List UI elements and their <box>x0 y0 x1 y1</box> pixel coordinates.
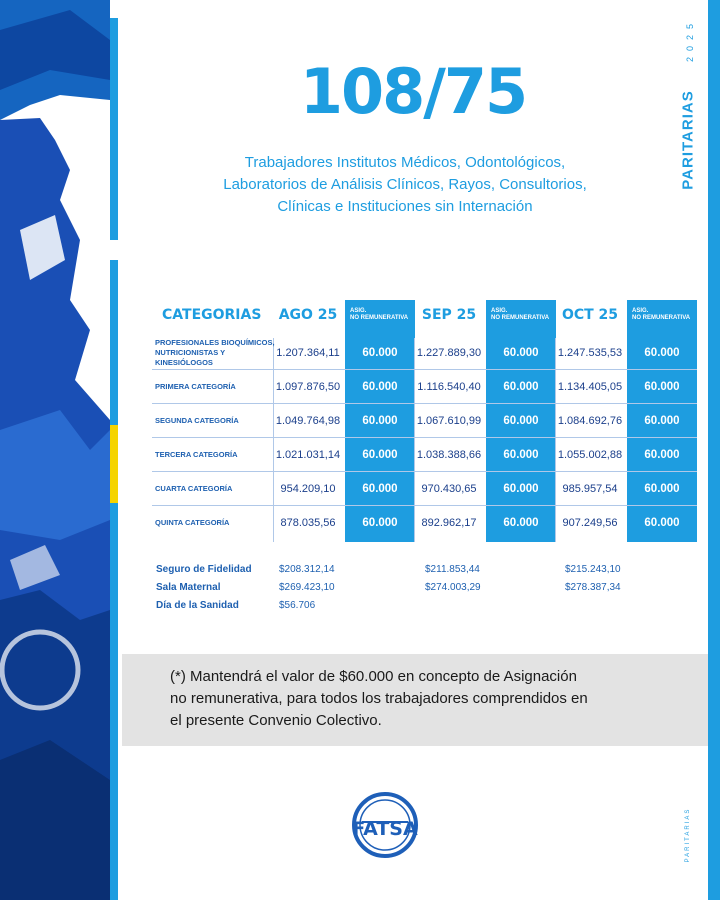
table-row <box>152 404 697 438</box>
right-accent-bar <box>708 0 720 900</box>
value-oct: 1.134.405,05 <box>557 381 623 393</box>
extra-value: $215.243,10 <box>565 563 621 575</box>
table-row <box>152 472 697 506</box>
extra-label-dia: Día de la Sanidad <box>156 599 239 611</box>
fatsa-logo <box>350 790 420 860</box>
table-row <box>152 506 697 540</box>
header-asig-sep <box>486 300 556 330</box>
note-box <box>122 654 708 746</box>
value-sep: 892.962,17 <box>421 517 477 529</box>
table-row <box>152 336 697 370</box>
asig-label-line2: NO REMUNERATIVA <box>491 315 550 321</box>
value-sep: 1.067.610,99 <box>416 415 482 427</box>
subtitle-line: Clínicas e Instituciones sin Internación <box>277 198 533 215</box>
extra-value: $56.706 <box>279 599 316 611</box>
value-sep: 1.227.889,30 <box>416 347 482 359</box>
asig-value-ago: 60.000 <box>362 483 398 495</box>
logo-emblem-icon <box>350 790 420 860</box>
row-category <box>155 336 277 370</box>
category-line: PROFESIONALES BIOQUÍMICOS, <box>155 338 275 347</box>
logo-text: FATSA <box>352 818 418 840</box>
header-asig-oct <box>627 300 697 330</box>
table-row <box>152 438 697 472</box>
extra-label-sala: Sala Maternal <box>156 581 221 593</box>
value-ago: 878.035,56 <box>280 517 336 529</box>
page-title: 108/75 <box>299 55 527 128</box>
note-line: (*) Mantendrá el valor de $60.000 en concepto de Asignación <box>170 668 577 685</box>
yellow-accent-bar <box>110 425 118 503</box>
value-ago: 954.209,10 <box>280 483 336 495</box>
note-line: el presente Convenio Colectivo. <box>170 712 382 729</box>
accent-gap-top <box>110 0 118 18</box>
value-oct: 1.084.692,76 <box>557 415 623 427</box>
subtitle-line: Laboratorios de Análisis Clínicos, Rayos, Consultorios, <box>223 176 587 193</box>
asig-value-sep: 60.000 <box>503 381 539 393</box>
asig-value-sep: 60.000 <box>503 415 539 427</box>
header-month-sep: SEP 25 <box>421 307 477 323</box>
subtitle-line: Trabajadores Institutos Médicos, Odontológicos, <box>244 154 566 171</box>
note-line: no remunerativa, para todos los trabajadores comprendidos en <box>170 690 588 707</box>
side-footer-wrap <box>682 790 694 880</box>
side-collage-graphic <box>0 0 118 900</box>
value-ago: 1.021.031,14 <box>275 449 341 461</box>
extra-value: $269.423,10 <box>279 581 335 593</box>
extra-value: $278.387,34 <box>565 581 621 593</box>
side-footer: PARITARIAS <box>685 807 691 863</box>
table-row <box>152 370 697 404</box>
header-month-oct: OCT 25 <box>561 307 619 323</box>
year-text: 2025 <box>685 18 695 63</box>
value-sep: 970.430,65 <box>421 483 477 495</box>
value-oct: 1.247.535,53 <box>557 347 623 359</box>
row-category: QUINTA CATEGORÍA <box>155 518 230 527</box>
value-ago: 1.049.764,98 <box>275 415 341 427</box>
asig-value-sep: 60.000 <box>503 517 539 529</box>
asig-value-ago: 60.000 <box>362 415 398 427</box>
extra-value: $274.003,29 <box>425 581 481 593</box>
asig-label-line2: NO REMUNERATIVA <box>350 315 409 321</box>
header-categories: CATEGORIAS <box>162 307 262 323</box>
asig-value-oct: 60.000 <box>644 483 680 495</box>
row-category: PRIMERA CATEGORÍA <box>155 382 236 391</box>
asig-label-line1: ASIG. <box>632 308 649 314</box>
asig-value-oct: 60.000 <box>644 415 680 427</box>
asig-value-ago: 60.000 <box>362 517 398 529</box>
header-month-ago: AGO 25 <box>278 307 338 323</box>
extra-value: $208.312,14 <box>279 563 335 575</box>
value-oct: 985.957,54 <box>562 483 618 495</box>
asig-value-ago: 60.000 <box>362 347 398 359</box>
asig-value-sep: 60.000 <box>503 347 539 359</box>
value-ago: 1.097.876,50 <box>275 381 341 393</box>
asig-label-line2: NO REMUNERATIVA <box>632 315 691 321</box>
value-oct: 907.249,56 <box>562 517 618 529</box>
asig-value-oct: 60.000 <box>644 517 680 529</box>
value-oct: 1.055.002,88 <box>557 449 623 461</box>
accent-gap-mid <box>110 240 118 260</box>
side-title: PARITARIAS <box>679 90 697 190</box>
decorative-side-graphic <box>0 0 118 900</box>
extra-label-seguro: Seguro de Fidelidad <box>156 563 252 575</box>
asig-value-oct: 60.000 <box>644 449 680 461</box>
value-sep: 1.038.388,66 <box>416 449 482 461</box>
asig-value-sep: 60.000 <box>503 483 539 495</box>
asig-value-ago: 60.000 <box>362 381 398 393</box>
asig-value-sep: 60.000 <box>503 449 539 461</box>
row-category: TERCERA CATEGORÍA <box>155 450 238 459</box>
header-asig-ago <box>345 300 415 330</box>
asig-label-line1: ASIG. <box>491 308 508 314</box>
asig-value-oct: 60.000 <box>644 347 680 359</box>
value-sep: 1.116.540,40 <box>417 381 481 393</box>
value-ago: 1.207.364,11 <box>276 347 340 359</box>
asig-value-oct: 60.000 <box>644 381 680 393</box>
asig-label-line1: ASIG. <box>350 308 367 314</box>
extra-value: $211.853,44 <box>425 563 480 575</box>
row-category: CUARTA CATEGORÍA <box>155 484 233 493</box>
category-line: NUTRICIONISTAS Y KINESIÓLOGOS <box>155 348 226 367</box>
subtitle <box>150 152 660 218</box>
asig-value-ago: 60.000 <box>362 449 398 461</box>
row-category: SEGUNDA CATEGORÍA <box>155 416 239 425</box>
